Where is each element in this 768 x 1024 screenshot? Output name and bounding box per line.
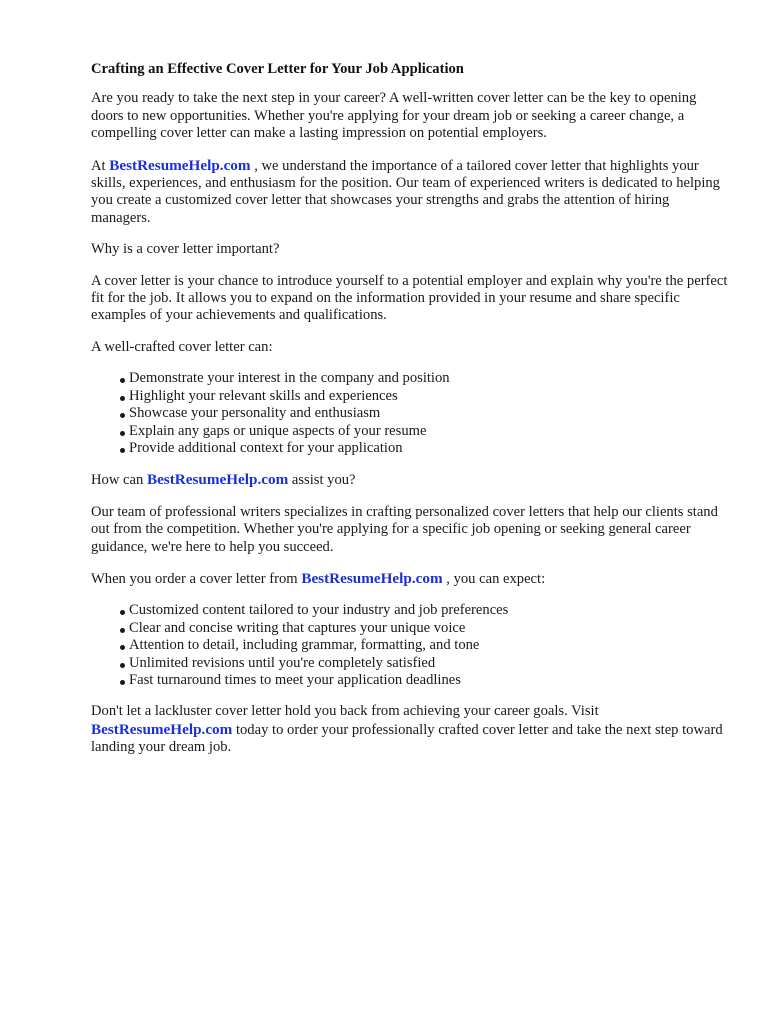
document-title: Crafting an Effective Cover Letter for Your Job Application: [91, 61, 464, 77]
closing-prefix: Don't let a lackluster cover letter hold you back from achieving your career goals. Visit: [91, 703, 599, 720]
closing-paragraph: [91, 703, 731, 756]
how-heading: [91, 471, 731, 489]
closing-suffix: today to order your professionally crafted cover letter and take the next step toward landing your dream job.: [91, 721, 723, 756]
bestresumehelp-link-closing[interactable]: BestResumeHelp.com: [91, 720, 233, 738]
intro-paragraph: Are you ready to take the next step in your career? A well-written cover letter can be the key to opening doors to new opportunities. Whether you're applying for your dream job or seeking a career change, a compelling cover letter can make a lasting impression on potential employers.: [91, 90, 697, 142]
list-item: Unlimited revisions until you're completely satisfied: [118, 655, 731, 672]
list-item: Customized content tailored to your industry and job preferences: [118, 602, 731, 619]
document-page: [91, 61, 731, 771]
list-item: Highlight your relevant skills and experiences: [118, 388, 731, 405]
team-paragraph: Our team of professional writers specializes in crafting personalized cover letters that help our clients stand out from the competition. Whether you're applying for a specific job opening or seeking general career guidance, we're here to help you succeed.: [91, 503, 718, 555]
list-item: Demonstrate your interest in the company and position: [118, 370, 731, 387]
list-item: Showcase your personality and enthusiasm: [118, 405, 731, 422]
about-prefix: At: [91, 157, 110, 174]
list-item: Provide additional context for your application: [118, 440, 731, 457]
about-suffix: , we understand the importance of a tailored cover letter that highlights your skills, experiences, and enthusiasm for the position. Our team of experienced writers is dedicated to helping you create a customized cover letter that showcases your strengths and grabs the attention of hiring managers.: [91, 157, 720, 226]
why-paragraph: A cover letter is your chance to introduce yourself to a potential employer and explain why you're the perfect fit for the job. It allows you to expand on the information provided in your resume and share specific examples of your achievements and qualifications.: [91, 272, 728, 324]
list-item: Clear and concise writing that captures your unique voice: [118, 620, 731, 637]
can-list: [91, 370, 731, 457]
bestresumehelp-link-expect[interactable]: BestResumeHelp.com: [301, 569, 443, 587]
expect-list: [91, 602, 731, 689]
how-suffix: assist you?: [288, 472, 356, 489]
expect-prefix: When you order a cover letter from: [91, 570, 302, 587]
can-heading: A well-crafted cover letter can:: [91, 338, 273, 355]
expect-heading: [91, 570, 731, 588]
list-item: Fast turnaround times to meet your application deadlines: [118, 672, 731, 689]
why-heading: Why is a cover letter important?: [91, 241, 280, 258]
bestresumehelp-link-about[interactable]: BestResumeHelp.com: [109, 156, 251, 174]
list-item: Explain any gaps or unique aspects of your resume: [118, 423, 731, 440]
about-paragraph: [91, 157, 731, 228]
list-item: Attention to detail, including grammar, formatting, and tone: [118, 637, 731, 654]
expect-suffix: , you can expect:: [442, 570, 546, 587]
bestresumehelp-link-how[interactable]: BestResumeHelp.com: [146, 471, 289, 489]
how-prefix: How can: [91, 472, 147, 489]
